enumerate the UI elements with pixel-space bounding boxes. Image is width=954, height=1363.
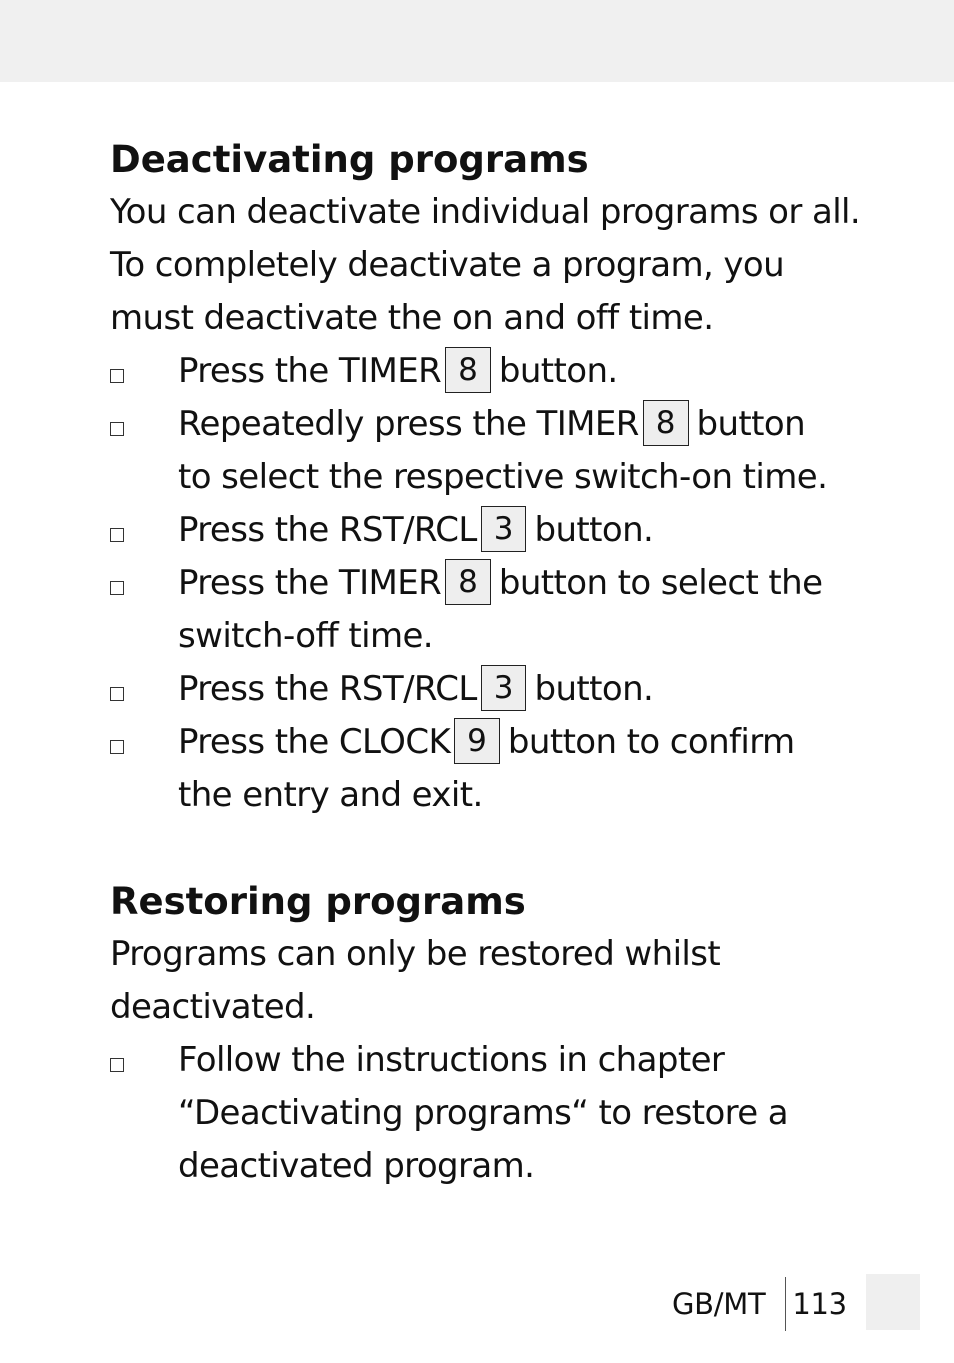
step-text: Press the TIMER: [178, 351, 442, 391]
step-item: [110, 716, 870, 822]
checkbox-bullet-icon: [110, 422, 124, 436]
rst-rcl-key-label: 3: [481, 506, 527, 552]
checkbox-bullet-icon: [110, 687, 124, 701]
deactivate-steps-list: [110, 345, 870, 822]
checkbox-bullet-icon: [110, 581, 124, 595]
step-item: [110, 1034, 870, 1193]
timer-key-label: 8: [445, 347, 491, 393]
intro-paragraph: [110, 186, 870, 345]
checkbox-bullet-icon: [110, 1058, 124, 1072]
page-corner-tab: [866, 1274, 920, 1330]
timer-key-label: 8: [445, 559, 491, 605]
step-item: [110, 504, 870, 557]
page-content: [110, 133, 870, 1193]
step-text: Press the RST/RCL: [178, 669, 477, 709]
intro-line: Programs can only be restored whilst: [110, 934, 721, 974]
step-text: button.: [498, 351, 618, 391]
step-text: Press the RST/RCL: [178, 510, 477, 550]
restore-intro-paragraph: [110, 928, 870, 1034]
step-continuation: switch-off time.: [178, 616, 434, 656]
step-item: [110, 345, 870, 398]
step-text: Repeatedly press the TIMER: [178, 404, 639, 444]
intro-line: deactivated.: [110, 987, 316, 1027]
step-text: Press the TIMER: [178, 563, 442, 603]
clock-key-label: 9: [454, 718, 500, 764]
step-text: button: [696, 404, 806, 444]
step-text: Press the CLOCK: [178, 722, 451, 762]
step-text: button.: [534, 510, 654, 550]
intro-line: You can deactivate individual programs or all.: [110, 192, 861, 232]
page-number: 113: [792, 1287, 847, 1321]
intro-line: To completely deactivate a program, you: [110, 245, 785, 285]
rst-rcl-key-label: 3: [481, 665, 527, 711]
step-text: button to select the: [498, 563, 823, 603]
step-item: [110, 557, 870, 663]
timer-key-label: 8: [643, 400, 689, 446]
step-text: deactivated program.: [178, 1146, 535, 1186]
header-band: [0, 0, 954, 82]
intro-line: must deactivate the on and off time.: [110, 298, 714, 338]
step-continuation: the entry and exit.: [178, 775, 483, 815]
checkbox-bullet-icon: [110, 528, 124, 542]
step-item: [110, 663, 870, 716]
page-footer: [672, 1278, 847, 1330]
step-text: button to confirm: [507, 722, 795, 762]
checkbox-bullet-icon: [110, 740, 124, 754]
step-text: “Deactivating programs“ to restore a: [178, 1093, 789, 1133]
step-text: button.: [534, 669, 654, 709]
step-continuation: to select the respective switch-on time.: [178, 457, 828, 497]
language-code: GB/MT: [672, 1287, 766, 1321]
restore-steps-list: [110, 1034, 870, 1193]
heading-deactivating-programs: Deactivating programs: [110, 138, 589, 181]
heading-restoring-programs: Restoring programs: [110, 880, 526, 923]
section-spacer: [110, 822, 870, 875]
checkbox-bullet-icon: [110, 369, 124, 383]
step-text: Follow the instructions in chapter: [178, 1040, 725, 1080]
step-item: [110, 398, 870, 504]
